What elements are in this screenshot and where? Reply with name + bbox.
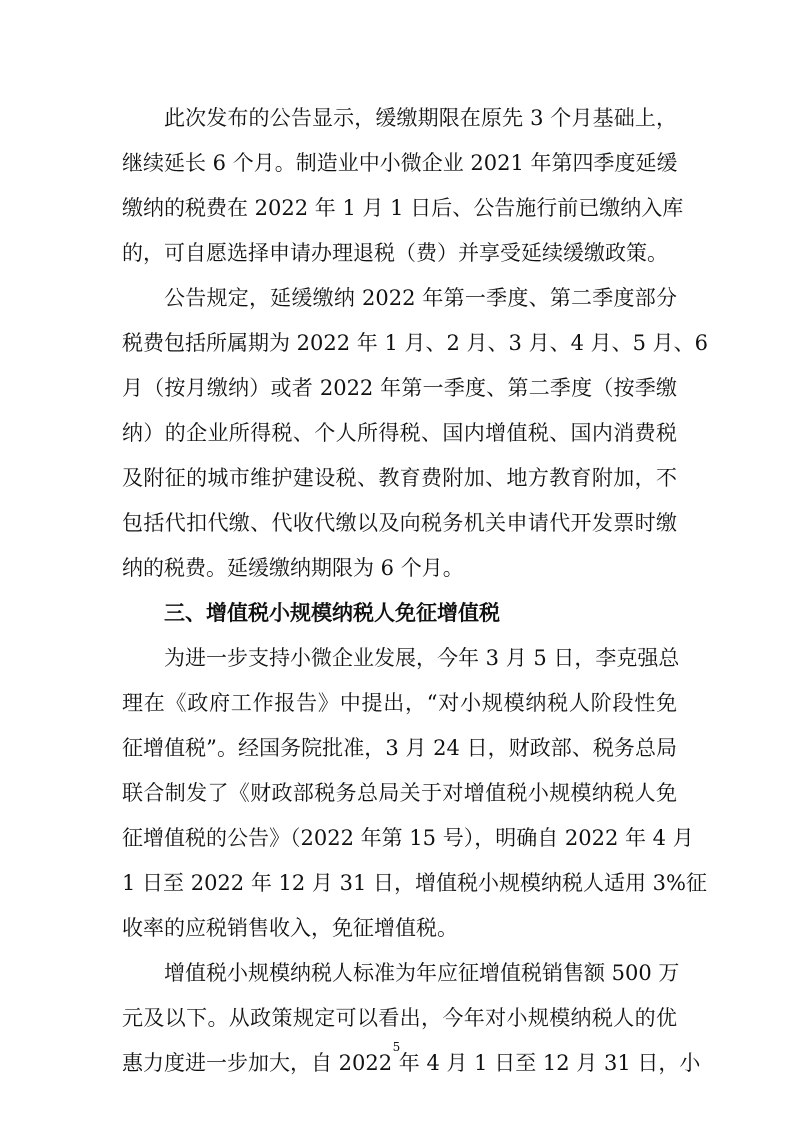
page-number: 5 — [392, 1040, 401, 1054]
paragraph-3-line-6: 1 日至 2022 年 12 月 31 日，增值税小规模纳税人适用 3%征 — [122, 871, 707, 895]
paragraph-4-line-2: 元及以下。从政策规定可以看出，今年对小规模纳税人的优 — [122, 1006, 677, 1030]
paragraph-2-line-2: 税费包括所属期为 2022 年 1 月、2 月、3 月、4 月、5 月、6 — [122, 331, 709, 355]
paragraph-2-line-3: 月（按月缴纳）或者 2022 年第一季度、第二季度（按季缴 — [122, 376, 677, 400]
paragraph-4-line-3: 惠力度进一步加大，自 2022 年 4 月 1 日至 12 月 31 日，小 — [122, 1051, 701, 1075]
paragraph-2-line-6: 包括代扣代缴、代收代缴以及向税务机关申请代开发票时缴 — [122, 511, 677, 535]
paragraph-1-line-2: 继续延长 6 个月。制造业中小微企业 2021 年第四季度延缓 — [122, 151, 678, 175]
paragraph-3-line-2: 理在《政府工作报告》中提出，“对小规模纳税人阶段性免 — [122, 691, 677, 715]
paragraph-2-line-4: 纳）的企业所得税、个人所得税、国内增值税、国内消费税 — [122, 421, 677, 445]
paragraph-3-line-3: 征增值税”。经国务院批准，3 月 24 日，财政部、税务总局 — [122, 736, 677, 760]
paragraph-1-line-3: 缴纳的税费在 2022 年 1 月 1 日后、公告施行前已缴纳入库 — [122, 196, 684, 220]
paragraph-3-line-7: 收率的应税销售收入，免征增值税。 — [122, 916, 458, 940]
paragraph-2-line-1: 公告规定，延缓缴纳 2022 年第一季度、第二季度部分 — [164, 286, 677, 310]
paragraph-3-line-1: 为进一步支持小微企业发展，今年 3 月 5 日，李克强总 — [164, 646, 680, 670]
paragraph-2-line-7: 纳的税费。延缓缴纳期限为 6 个月。 — [122, 556, 464, 580]
paragraph-2-line-5: 及附征的城市维护建设税、教育费附加、地方教育附加，不 — [122, 466, 677, 490]
paragraph-3-line-5: 征增值税的公告》（2022 年第 15 号），明确自 2022 年 4 月 — [122, 826, 694, 850]
section-heading: 三、增值税小规模纳税人免征增值税 — [164, 601, 500, 625]
paragraph-1-line-1: 此次发布的公告显示，缓缴期限在原先 3 个月基础上， — [164, 106, 677, 130]
paragraph-1-line-4: 的，可自愿选择申请办理退税（费）并享受延续缓缴政策。 — [122, 241, 668, 265]
paragraph-3-line-4: 联合制发了《财政部税务总局关于对增值税小规模纳税人免 — [122, 781, 677, 805]
paragraph-4-line-1: 增值税小规模纳税人标准为年应征增值税销售额 500 万 — [164, 961, 680, 985]
